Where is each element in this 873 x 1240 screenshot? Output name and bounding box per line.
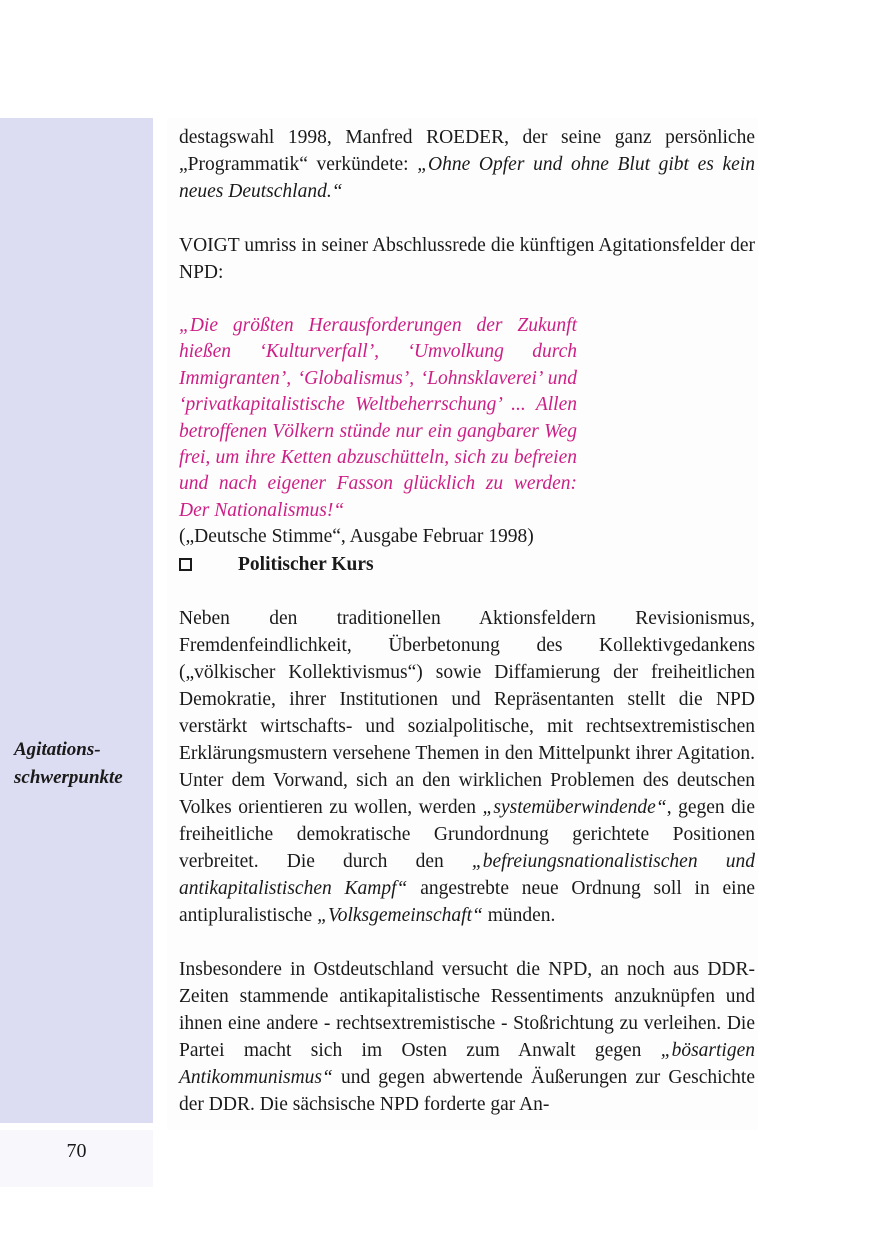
paragraph-1-quote: „Ohne Opfer und ohne Blut gibt es kein neues Deutschland.“: [179, 154, 755, 202]
paragraph-3: [179, 605, 755, 929]
paragraph-3-part-1: Neben den traditionellen Aktionsfeldern Revisionismus, Fremdenfeindlichkeit, Überbetonung des Kollektivgedankens („völkischer Kollektivismus“) sowie Diffamierung der freiheitlichen Demokratie, ihrer Institutionen und Repräsentanten stellt die NPD verstärkt wirtschafts- und sozialpolitische, mit rechtsextremistischen Erklärungsmustern versehene Themen in den Mittelpunkt ihrer Agitation. Unter dem Vorwand, sich an den wirklichen Problemen des deutschen Volkes orientieren zu wollen, werden: [179, 607, 755, 818]
page-number: 70: [66, 1140, 87, 1162]
paragraph-1-text: destagswahl 1998, Manfred ROEDER, der seine ganz persönliche „Programmatik“ verkündete:: [179, 127, 755, 175]
paragraph-4: [179, 956, 755, 1118]
margin-label: [14, 736, 149, 792]
paragraph-3-part-2: , gegen die freiheitliche demokratische Grundordnung gerichtete Positionen verbreitet. Die durch den: [179, 796, 755, 872]
margin-label-text: Agitations- schwerpunkte: [14, 739, 123, 788]
paragraph-3-em-1: „systemüberwindende“: [482, 796, 667, 818]
block-quote: „Die größten Herausforderungen der Zukunft hießen ‘Kulturverfall’, ‘Umvolkung durch Immigranten’, ‘Globalismus’, ‘Lohnsklaverei’ und ‘privatkapitalistische Weltbeherrschung’ ... Allen betroffenen Völkern stünde nur ein gangbarer Weg frei, um ihre Ketten abzuschütteln, sich zu befreien und nach eigener Fasson glücklich zu werden: Der Nationalismus!“: [179, 315, 577, 521]
margin-sidebar: [0, 118, 153, 1123]
checkbox-bullet-icon: [179, 558, 192, 571]
paragraph-2: VOIGT umriss in seiner Abschlussrede die künftigen Agitationsfelder der NPD:: [179, 235, 755, 283]
paragraph-3-part-3: angestrebte neue Ordnung soll in eine antipluralistische: [179, 877, 755, 926]
main-content: [179, 124, 755, 1118]
paragraph-3-em-2: „befreiungsnationalistischen und antikapitalistischen Kampf“: [179, 850, 755, 899]
quote-source: („Deutsche Stimme“, Ausgabe Februar 1998): [179, 526, 534, 548]
paragraph-4-part-1: Insbesondere in Ostdeutschland versucht die NPD, an noch aus DDR-Zeiten stammende antikapitalistische Ressentiments anzuknüpfen und ihnen eine andere - rechtsextremistische - Stoßrichtung zu verleihen. Die Partei macht sich im Osten zum Anwalt gegen: [179, 958, 755, 1061]
paragraph-4-em-1: „bösartigen Antikommunismus“: [179, 1039, 755, 1088]
section-heading: [179, 551, 755, 578]
paragraph-1: [179, 124, 755, 205]
paragraph-3-em-3: „Volksgemeinschaft“: [317, 904, 483, 926]
paragraph-4-part-2: und gegen abwertende Äußerungen zur Geschichte der DDR. Die sächsische NPD forderte gar An-: [179, 1066, 755, 1115]
section-heading-text: Politischer Kurs: [238, 553, 374, 575]
paragraph-3-part-4: münden.: [482, 904, 556, 926]
